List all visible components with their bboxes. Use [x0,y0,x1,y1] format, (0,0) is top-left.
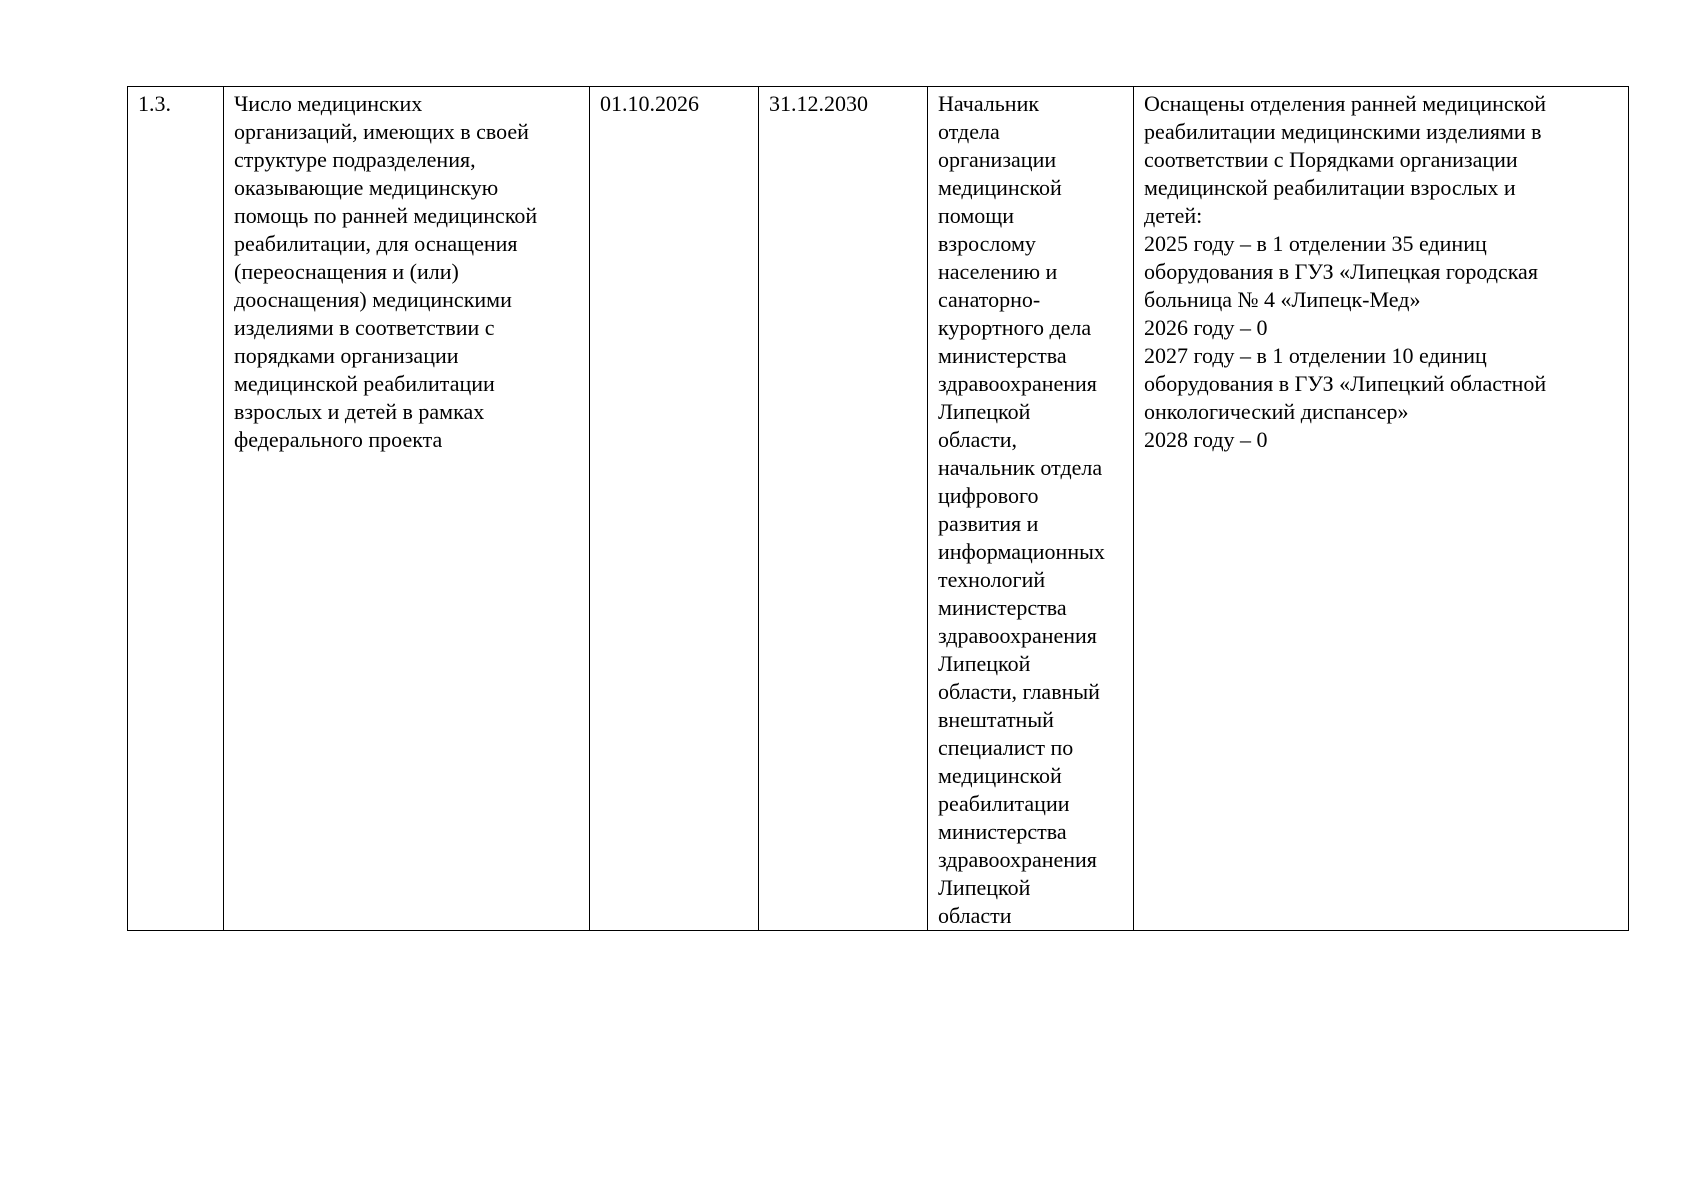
measures-table [127,86,1629,931]
cell-responsible: Начальник отдела организации медицинской помощи взрослому населению и санаторно- курортного дела министерства здравоохранения Липецкой области, начальник отдела цифрового развития и информационных технологий министерства здравоохранения Липецкой области, главный внештатный специалист по медицинской реабилитации министерства здравоохранения Липецкой области [928,87,1134,931]
cell-end-date: 31.12.2030 [759,87,928,931]
table-row [128,87,1629,931]
cell-number: 1.3. [128,87,224,931]
cell-result: Оснащены отделения ранней медицинской реабилитации медицинскими изделиями в соответствии с Порядками организации медицинской реабилитации взрослых и детей: 2025 году – в 1 отделении 35 единиц оборудования в ГУЗ «Липецкая городская больница № 4 «Липецк-Мед» 2026 году – 0 2027 году – в 1 отделении 10 единиц оборудования в ГУЗ «Липецкий областной онкологический диспансер» 2028 году – 0 [1134,87,1629,931]
cell-start-date: 01.10.2026 [590,87,759,931]
cell-indicator: Число медицинских организаций, имеющих в своей структуре подразделения, оказывающие медицинскую помощь по ранней медицинской реабилитации, для оснащения (переоснащения и (или) дооснащения) медицинскими изделиями в соответствии с порядками организации медицинской реабилитации взрослых и детей в рамках федерального проекта [224,87,590,931]
